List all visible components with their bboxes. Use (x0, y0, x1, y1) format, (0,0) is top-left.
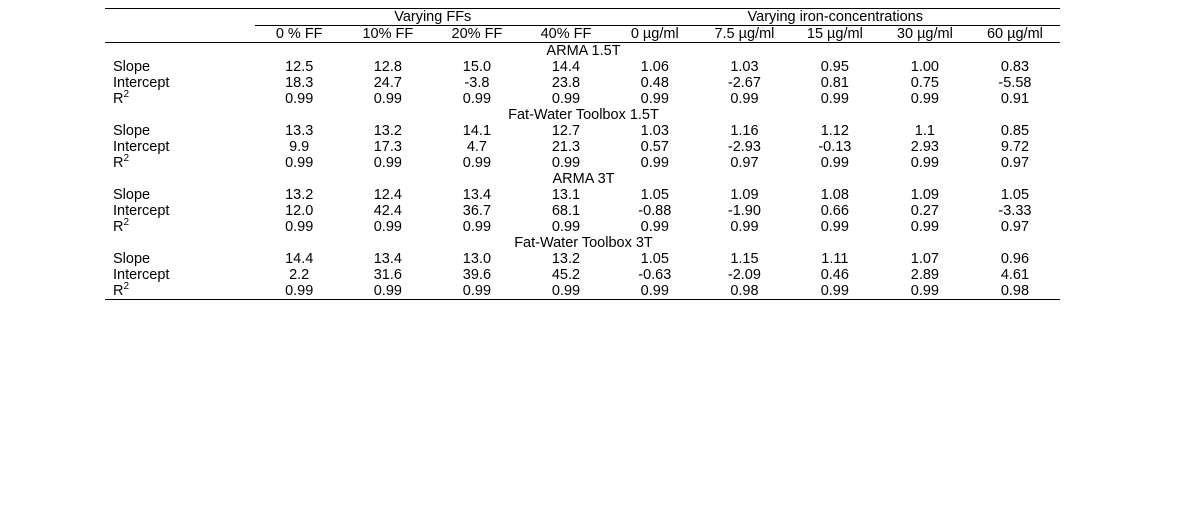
table-cell: 0.99 (820, 155, 849, 171)
table-cell: 1.11 (821, 251, 849, 267)
table-cell: 15.0 (462, 59, 492, 75)
table-cell: 0.99 (730, 219, 759, 235)
table-cell: -2.93 (727, 139, 761, 155)
table-cell: 13.4 (373, 251, 402, 267)
table-cell: 36.7 (462, 203, 492, 219)
table-cell: 1.05 (640, 251, 669, 267)
row-label: Slope (113, 251, 151, 267)
section-title: Fat-Water Toolbox 1.5T (508, 107, 659, 123)
section-header-row (105, 107, 1060, 123)
table-cell: 0.48 (640, 75, 669, 91)
table-cell: 0.97 (1000, 155, 1030, 171)
table-cell: -0.13 (818, 139, 852, 155)
row-label: $R^2$ (113, 89, 130, 107)
table-cell: 14.1 (462, 123, 492, 139)
table-cell: 0.99 (285, 219, 314, 235)
table-row (105, 251, 1060, 267)
column-header-cell: 7.5 µg/ml (714, 26, 775, 42)
table-cell: 13.1 (551, 187, 581, 203)
section-title: Fat-Water Toolbox 3T (514, 235, 653, 251)
table-cell: 0.75 (910, 75, 939, 91)
table-cell: 0.99 (910, 91, 939, 107)
results-table-container (105, 8, 1060, 300)
table-row (105, 59, 1060, 75)
table-cell: 1.15 (730, 251, 759, 267)
table-cell: 1.09 (910, 187, 939, 203)
table-cell: 13.2 (285, 187, 314, 203)
table-cell: 0.99 (611, 283, 700, 300)
results-table (105, 8, 1060, 300)
superscript-two: 2 (123, 281, 130, 293)
column-header-cell: 20% FF (451, 26, 503, 42)
group-header-cell: Varying iron-concentrations (611, 9, 1060, 26)
row-label: Intercept (113, 267, 170, 283)
table-cell: 0.98 (699, 283, 790, 300)
table-cell: 0.99 (255, 283, 343, 300)
table-cell: 0.57 (640, 139, 669, 155)
table-cell: 1.16 (730, 123, 759, 139)
group-header-cell: Varying FFs (255, 9, 610, 26)
table-cell: -0.63 (638, 267, 672, 283)
table-cell: 0.99 (551, 155, 581, 171)
table-cell: 0.95 (820, 59, 849, 75)
group-header-row (105, 9, 1060, 26)
table-cell: 0.99 (880, 283, 970, 300)
table-row (105, 155, 1060, 171)
table-cell: 0.99 (373, 219, 402, 235)
table-cell: 0.99 (521, 283, 610, 300)
table-cell: 9.72 (1000, 139, 1030, 155)
table-cell: 12.0 (285, 203, 314, 219)
table-cell: 12.5 (285, 59, 314, 75)
table-cell: 4.7 (466, 139, 487, 155)
table-cell: 21.3 (551, 139, 581, 155)
table-cell: 0.99 (820, 91, 849, 107)
table-cell: 68.1 (551, 203, 581, 219)
table-cell: -3.33 (998, 203, 1032, 219)
table-cell: 0.99 (343, 283, 432, 300)
table-row (105, 123, 1060, 139)
table-cell: -2.67 (727, 75, 761, 91)
table-row (105, 91, 1060, 107)
table-cell: 12.4 (373, 187, 402, 203)
table-cell: 0.85 (1000, 123, 1030, 139)
section-header-row (105, 171, 1060, 187)
table-cell: 1.08 (820, 187, 849, 203)
table-cell: -1.90 (727, 203, 761, 219)
table-row (105, 219, 1060, 235)
column-header-cell: 30 µg/ml (896, 26, 953, 42)
table-cell: -3.8 (464, 75, 490, 91)
table-cell: 0.99 (462, 219, 492, 235)
table-cell: 0.97 (1000, 219, 1030, 235)
table-cell: 45.2 (551, 267, 581, 283)
table-row (105, 139, 1060, 155)
table-cell: 0.99 (373, 91, 402, 107)
table-cell: 0.81 (820, 75, 849, 91)
group-header-cell (105, 9, 255, 26)
table-cell: 0.99 (820, 219, 849, 235)
table-cell: 13.2 (551, 251, 581, 267)
superscript-two: 2 (123, 153, 130, 165)
table-cell: 1.05 (640, 187, 669, 203)
table-cell: 0.99 (910, 219, 939, 235)
table-cell: 0.27 (910, 203, 939, 219)
table-cell: 2.2 (289, 267, 310, 283)
superscript-two: 2 (123, 89, 130, 101)
table-cell: 12.8 (373, 59, 402, 75)
section-title: ARMA 3T (552, 171, 615, 187)
table-cell: 24.7 (373, 75, 402, 91)
table-cell: 0.99 (432, 283, 521, 300)
table-row (105, 267, 1060, 283)
table-cell: 14.4 (285, 251, 314, 267)
table-cell: 2.93 (910, 139, 939, 155)
table-cell: 1.00 (910, 59, 939, 75)
row-label: Slope (113, 59, 151, 75)
column-header-cell (105, 26, 255, 43)
table-cell: 1.06 (640, 59, 669, 75)
table-cell: 39.6 (462, 267, 492, 283)
table-cell: 1.03 (640, 123, 669, 139)
table-cell: 0.96 (1000, 251, 1030, 267)
table-cell: 31.6 (373, 267, 402, 283)
column-header-cell: 10% FF (362, 26, 414, 42)
table-cell: 18.3 (285, 75, 314, 91)
table-cell: 14.4 (551, 59, 581, 75)
row-label: Slope (113, 123, 151, 139)
section-title: ARMA 1.5T (105, 43, 1060, 60)
table-cell: 0.99 (462, 91, 492, 107)
table-cell: 0.99 (285, 91, 314, 107)
table-cell: 1.12 (820, 123, 849, 139)
row-label: $R^2$ (113, 153, 130, 171)
table-cell: 23.8 (551, 75, 581, 91)
table-cell: 42.4 (373, 203, 402, 219)
table-cell: -0.88 (638, 203, 672, 219)
table-cell: 1.03 (730, 59, 759, 75)
row-label: Intercept (113, 75, 170, 91)
table-cell: -5.58 (998, 75, 1032, 91)
table-cell: 17.3 (373, 139, 402, 155)
table-cell: -2.09 (727, 267, 761, 283)
table-cell: 0.97 (730, 155, 759, 171)
table-cell: 9.9 (289, 139, 310, 155)
table-cell: 4.61 (1000, 267, 1030, 283)
superscript-two: 2 (123, 217, 130, 229)
row-label: Intercept (113, 203, 170, 219)
table-row (105, 187, 1060, 203)
table-cell: 13.2 (373, 123, 402, 139)
table-cell: 0.91 (1000, 91, 1030, 107)
column-header-row (105, 26, 1060, 43)
table-cell: 0.99 (730, 91, 759, 107)
table-cell: 0.99 (640, 91, 669, 107)
row-label: Slope (113, 187, 151, 203)
table-cell: 0.66 (820, 203, 849, 219)
table-cell: 0.99 (373, 155, 402, 171)
table-cell: 0.99 (551, 91, 581, 107)
table-cell: 2.89 (910, 267, 939, 283)
column-header-cell: 0 µg/ml (630, 26, 679, 42)
table-cell: 13.3 (285, 123, 314, 139)
table-cell: 0.98 (970, 283, 1060, 300)
table-row (105, 75, 1060, 91)
column-header-cell: 0 % FF (275, 26, 323, 42)
table-cell: 0.46 (820, 267, 849, 283)
table-row (105, 203, 1060, 219)
table-cell: 1.1 (914, 123, 935, 139)
column-header-cell: 15 µg/ml (806, 26, 863, 42)
table-cell: 1.05 (1000, 187, 1030, 203)
table-cell: 13.0 (462, 251, 492, 267)
row-label: $R^2$ (113, 217, 130, 235)
table-cell: 0.99 (640, 219, 669, 235)
row-label: Intercept (113, 139, 170, 155)
table-cell: 1.09 (730, 187, 759, 203)
table-cell: 1.07 (910, 251, 939, 267)
table-cell: 0.99 (462, 155, 492, 171)
column-header-cell: 60 µg/ml (986, 26, 1043, 42)
table-cell: 0.99 (551, 219, 581, 235)
table-cell: 0.99 (910, 155, 939, 171)
table-cell: 13.4 (462, 187, 492, 203)
row-label: $R^2$ (105, 283, 255, 300)
section-header-row (105, 43, 1060, 60)
section-header-row (105, 235, 1060, 251)
table-cell: 12.7 (551, 123, 581, 139)
table-cell: 0.99 (285, 155, 314, 171)
table-row (105, 283, 1060, 300)
table-cell: 0.83 (1000, 59, 1030, 75)
column-header-cell: 40% FF (540, 26, 592, 42)
table-cell: 0.99 (790, 283, 880, 300)
table-cell: 0.99 (640, 155, 669, 171)
